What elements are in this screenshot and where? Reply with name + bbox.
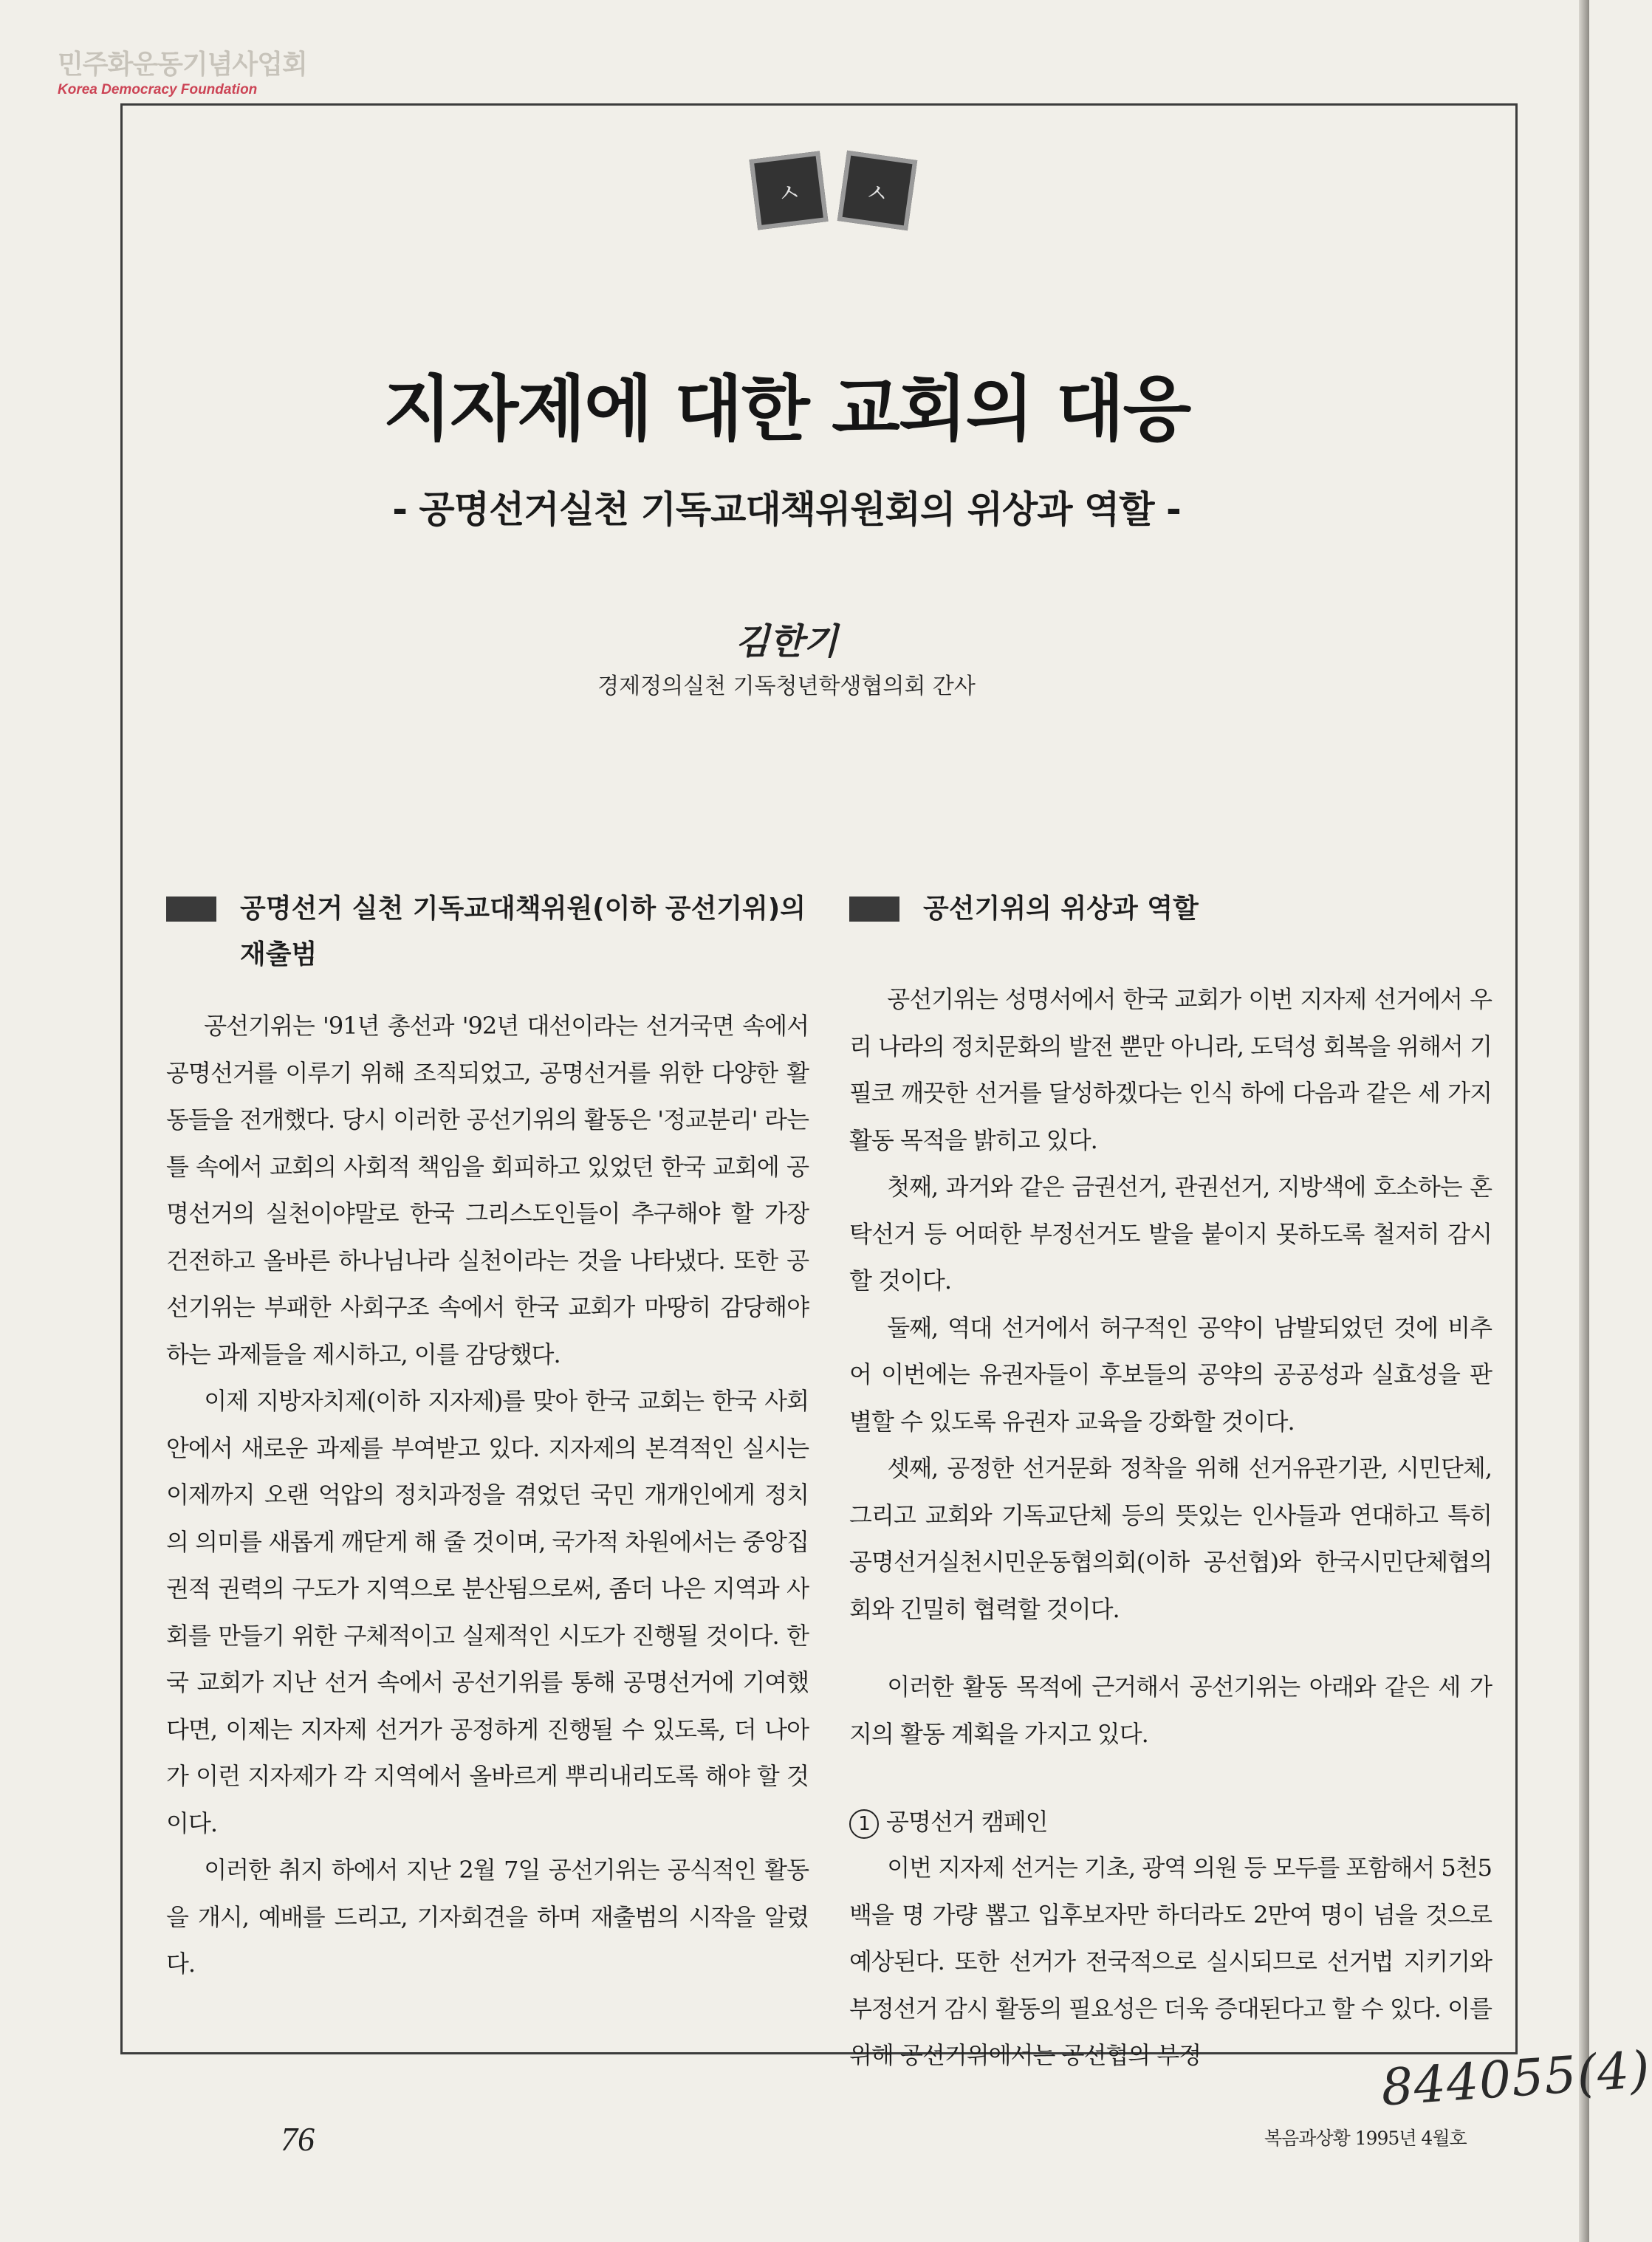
right-column <box>849 886 1492 2080</box>
plan-1-subheading <box>849 1799 1492 1845</box>
left-section-heading <box>166 886 809 978</box>
plan-1-title: 공명선거 캠페인 <box>886 1808 1048 1836</box>
article-subtitle: - 공명선거실천 기독교대책위원회의 위상과 역할 - <box>392 488 1181 531</box>
left-paragraph-3: 이러한 취지 하에서 지난 2월 7일 공선기위는 공식적인 활동을 개시, 예배를 드리고, 기자회견을 하며 재출범의 시작을 알렸다. <box>166 1856 809 1978</box>
goal-first: 첫째, 과거와 같은 금권선거, 관권선거, 지방색에 호소하는 혼탁선거 등 어떠한 부정선거도 발을 붙이지 못하도록 철저히 감시할 것이다. <box>849 1173 1492 1295</box>
left-column <box>166 886 809 1988</box>
heading-marker <box>166 897 216 922</box>
right-heading-text: 공선기위의 위상과 역할 <box>923 894 1199 924</box>
watermark-korean: 민주화운동기념사업회 <box>58 49 307 80</box>
header-tile-right: ㅅ <box>837 151 917 230</box>
heading-marker <box>849 897 899 922</box>
left-heading-text: 공명선거 실천 기독교대책위원(이하 공선기위)의 재출범 <box>240 894 806 970</box>
page-number: 76 <box>281 2120 315 2158</box>
publication-info: 복음과상황 1995년 4월호 <box>1264 2128 1467 2149</box>
goal-second: 둘째, 역대 선거에서 허구적인 공약이 남발되었던 것에 비추어 이번에는 유권자들이 후보들의 공약의 공공성과 실효성을 판별할 수 있도록 유권자 교육을 강화할 것이다. <box>849 1313 1492 1436</box>
right-intro-paragraph: 공선기위는 성명서에서 한국 교회가 이번 지자제 선거에서 우리 나라의 정치문화의 발전 뿐만 아니라, 도덕성 회복을 위해서 기필코 깨끗한 선거를 달성하겠다는 인식 하에 다음과 같은 세 가지 활동 목적을 밝히고 있다. <box>849 985 1492 1154</box>
plan-1-paragraph: 이번 지자제 선거는 기초, 광역 의원 등 모두를 포함해서 5천5백을 명 가량 뽑고 입후보자만 하더라도 2만여 명이 넘을 것으로 예상된다. 또한 선거가 전국적으로 실시되므로 선거법 지키기와 부정선거 감시 활동의 필요성은 더욱 증대된다고 할 수 있다. 이를 위해 공선기위에서는 공선협의 부정 <box>849 1854 1492 2069</box>
author-name: 김한기 <box>735 621 838 662</box>
author-affiliation: 경제정의실천 기독청년학생협의회 간사 <box>597 673 976 699</box>
article-title: 지자제에 대한 교회의 대응 <box>383 368 1190 450</box>
left-paragraph-2: 이제 지방자치제(이하 지자제)를 맞아 한국 교회는 한국 사회 안에서 새로운 과제를 부여받고 있다. 지자제의 본격적인 실시는 이제까지 오랜 억압의 정치과정을 겪었던 국민 개개인에게 정치의 의미를 새롭게 깨닫게 해 줄 것이며, 국가적 차원에서는 중앙집권적 권력의 구도가 지역으로 분산됨으로써, 좀더 나은 지역과 사회를 만들기 위한 구체적이고 실제적인 시도가 진행될 것이다. 한국 교회가 지난 선거 속에서 공선기위를 통해 공명선거에 기여했다면, 이제는 지자제 선거가 공정하게 진행될 수 있도록, 더 나아가 이런 지자제가 각 지역에서 올바르게 뿌리내리도록 해야 할 것이다. <box>166 1387 809 1837</box>
plans-intro-paragraph: 이러한 활동 목적에 근거해서 공선기위는 아래와 같은 세 가지의 활동 계획을 가지고 있다. <box>849 1673 1492 1748</box>
left-paragraph-1: 공선기위는 '91년 총선과 '92년 대선이라는 선거국면 속에서 공명선거를 이루기 위해 조직되었고, 공명선거를 위한 다양한 활동들을 전개했다. 당시 이러한 공선기위의 활동은 '정교분리' 라는 틀 속에서 교회의 사회적 책임을 회피하고 있었던 한국 교회에 공명선거의 실천이야말로 한국 그리스도인들이 추구해야 할 가장 건전하고 올바른 하나님나라 실천이라는 것을 나타냈다. 또한 공선기위는 부패한 사회구조 속에서 한국 교회가 마땅히 감당해야 하는 과제들을 제시하고, 이를 감당했다. <box>166 1012 809 1368</box>
watermark <box>58 49 307 97</box>
scan-edge <box>1579 0 1589 2242</box>
circled-number: 1 <box>849 1809 879 1839</box>
goal-third: 셋째, 공정한 선거문화 정착을 위해 선거유관기관, 시민단체, 그리고 교회와 기독교단체 등의 뜻있는 인사들과 연대하고 특히 공명선거실천시민운동협의회(이하 공선협)와 한국시민단체협의회와 긴밀히 협력할 것이다. <box>849 1454 1492 1623</box>
header-tile-left: ㅅ <box>750 151 829 230</box>
watermark-english: Korea Democracy Foundation <box>58 82 258 97</box>
handwritten-archive-code: 844055(4) <box>1379 2040 1652 2118</box>
right-section-heading <box>849 886 1492 976</box>
